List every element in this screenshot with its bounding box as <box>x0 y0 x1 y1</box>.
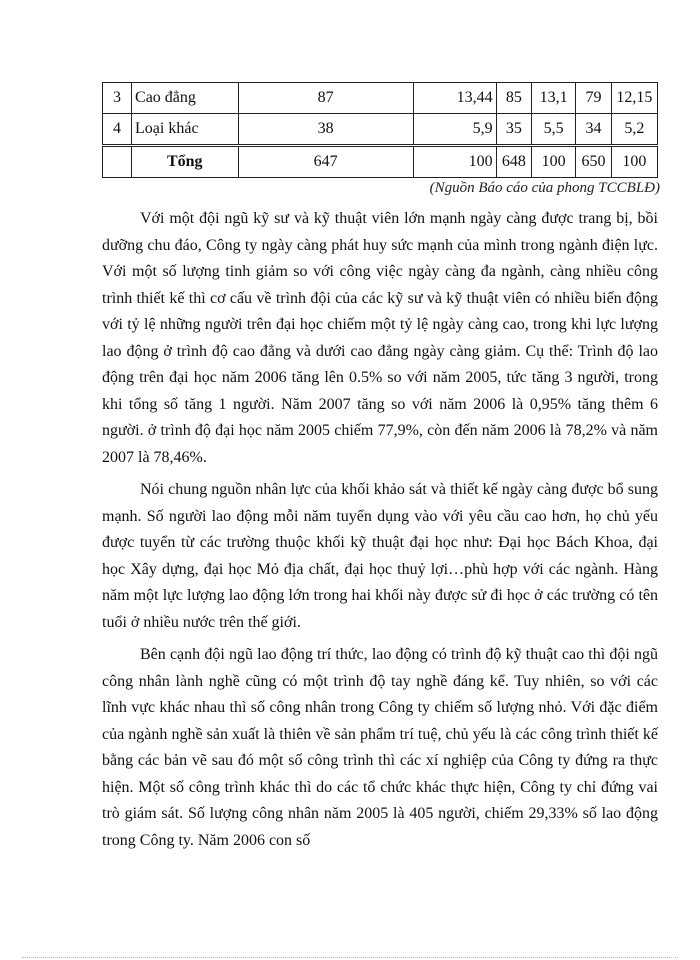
percent-2007: 5,2 <box>611 114 657 146</box>
table-row <box>103 83 658 114</box>
count-2005: 87 <box>238 83 413 114</box>
table-row <box>103 114 658 146</box>
total-percent-2006: 100 <box>532 146 576 178</box>
row-number: 4 <box>103 114 132 146</box>
paragraph: Với một đội ngũ kỹ sư và kỹ thuật viên lớn mạnh ngày càng được trang bị, bồi dưỡng chu đáo, Công ty ngày càng phát huy sức mạnh của mình trong ngành điện lực. Với một số lượng tinh giảm so với công việc ngày càng đa ngành, càng nhiều công trình thiết kế thì cơ cấu về trình đội của các kỹ sư và kỹ thuật viên có nhiều biến động với tỷ lệ những người trên đại học chiếm một tỷ lệ ngày càng cao, trong khi lực lượng lao động ở trình độ cao đẳng và dưới cao đẳng ngày càng giảm. Cụ thể: Trình độ lao động trên đại học năm 2006 tăng lên 0.5% so với năm 2005, tức tăng 3 người, trong khi tổng số tăng 1 người. Năm 2007 tăng so với năm 2006 là 0,95% tăng thêm 6 người. ở trình độ đại học năm 2005 chiếm 77,9%, còn đến năm 2006 là 78,2% và năm 2007 là 78,46%. <box>102 210 658 466</box>
count-2006: 35 <box>496 114 531 146</box>
count-2005: 38 <box>238 114 413 146</box>
row-number: 3 <box>103 83 132 114</box>
page-bottom-divider <box>22 957 678 958</box>
count-2007: 34 <box>576 114 611 146</box>
row-category: Cao đẳng <box>132 83 238 114</box>
paragraph: Bên cạnh đội ngũ lao động trí thức, lao động có trình độ kỹ thuật cao thì đội ngũ công nhân lành nghề cũng có một trình độ tay nghề đáng kể. Tuy nhiên, so với các lĩnh vực khác nhau thì số công nhân trong Công ty chiếm số lượng nhỏ. Với đặc điểm của ngành nghề sản xuất là thiên về sản phẩm trí tuệ, chủ yếu là các công trình thiết kế bằng các bản vẽ sau đó một số công trình thì các xí nghiệp của Công ty đứng ra thực hiện. Một số công trình khác thì do các tổ chức khác thực hiện, Công ty chỉ đứng vai trò giám sát. Số lượng công nhân năm 2005 là 405 người, chiếm 29,33% số lao động trong Công ty. Năm 2006 con số <box>102 646 658 849</box>
body-text <box>102 206 658 860</box>
total-2005: 647 <box>238 146 413 178</box>
table-source-note: (Nguồn Báo cáo của phong TCCBLĐ) <box>429 180 660 196</box>
total-2007: 650 <box>576 146 611 178</box>
count-2006: 85 <box>496 83 531 114</box>
percent-2007: 12,15 <box>611 83 657 114</box>
paragraph: Nói chung nguồn nhân lực của khối khảo sát và thiết kế ngày càng được bổ sung mạnh. Số người lao động mỗi năm tuyển dụng vào với yêu cầu cao hơn, họ chủ yếu được tuyển từ các trường thuộc khối kỹ thuật đại học như: Đại học Bách Khoa, đại học Xây dựng, đại học Mỏ địa chất, đại học thuỷ lợi…phù hợp với các ngành. Hàng năm một lực lượng lao động lớn trong hai khối này được sử đi học ở các trường có tên tuổi ở nhiều nước trên thế giới. <box>102 481 658 631</box>
workforce-table <box>102 82 658 178</box>
total-label: Tổng <box>132 146 238 178</box>
percent-2006: 13,1 <box>532 83 576 114</box>
percent-2005: 5,9 <box>413 114 496 146</box>
count-2007: 79 <box>576 83 611 114</box>
total-percent-2007: 100 <box>611 146 657 178</box>
row-category: Loại khác <box>132 114 238 146</box>
total-percent-2005: 100 <box>413 146 496 178</box>
row-number-empty <box>103 146 132 178</box>
percent-2005: 13,44 <box>413 83 496 114</box>
percent-2006: 5,5 <box>532 114 576 146</box>
table-total-row <box>103 146 658 178</box>
total-2006: 648 <box>496 146 531 178</box>
